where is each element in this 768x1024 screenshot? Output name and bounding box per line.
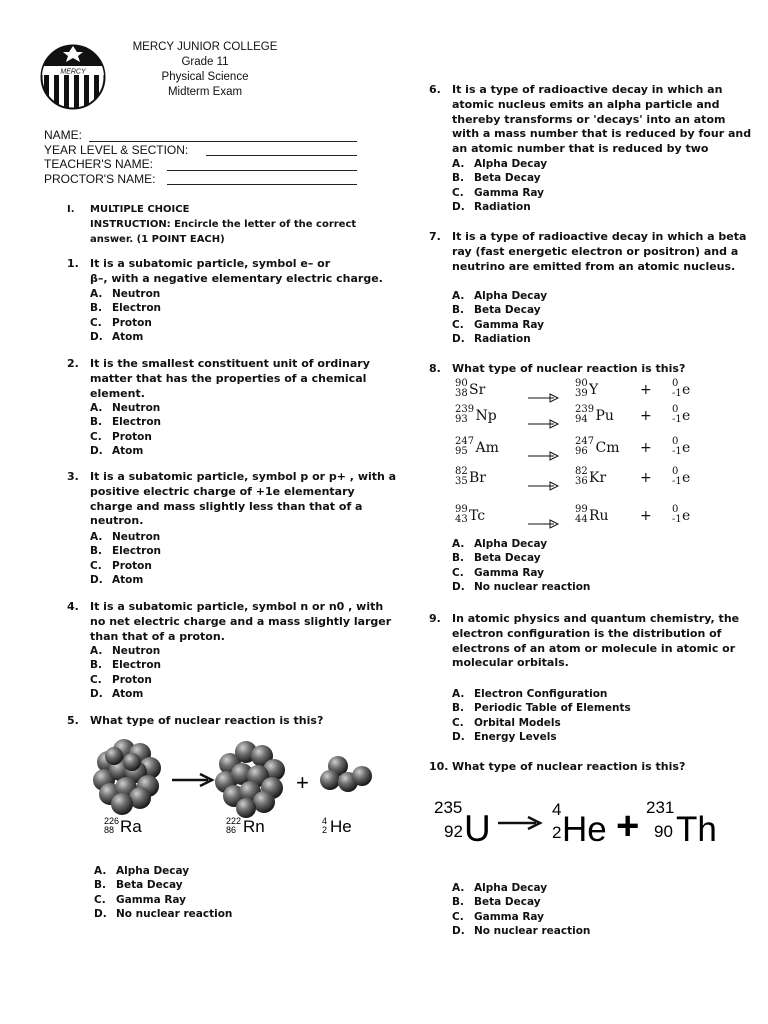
option-text: Beta Decay [474, 172, 541, 185]
option-letter: D. [452, 580, 465, 593]
mass-number: 0 [672, 466, 679, 477]
question-text-line: It is a subatomic particle, symbol e– or [90, 257, 331, 270]
question-6-option-d[interactable] [452, 200, 531, 214]
option-letter: B. [452, 702, 464, 715]
question-1-option-a[interactable] [90, 287, 160, 301]
mass-number: 0 [672, 378, 679, 389]
option-text: Proton [112, 316, 152, 329]
question-text-line: electrons of an atom or molecule in atomic or [452, 641, 736, 655]
q5-rn-symbol: Rn [243, 817, 265, 836]
option-text: Electron [112, 416, 162, 429]
option-letter: D. [90, 444, 103, 457]
question-text-line: β–, with a negative elementary electric charge. [90, 271, 383, 285]
atomic-number: 38 [455, 388, 468, 399]
question-5-option-a[interactable] [94, 864, 189, 878]
question-8-option-d[interactable] [452, 580, 590, 594]
question-7-text [452, 230, 746, 274]
question-7-option-b[interactable] [452, 303, 541, 317]
question-text-line: atomic nucleus emits an alpha particle and [452, 97, 720, 111]
atomic-number: 43 [455, 514, 468, 525]
option-letter: C. [90, 559, 102, 572]
element-symbol: e [682, 382, 691, 398]
question-text-line: It is a subatomic particle, symbol p or p+ , with a [90, 470, 397, 483]
option-letter: B. [452, 896, 464, 909]
option-text: Alpha Decay [474, 538, 548, 550]
question-4-option-a[interactable] [90, 644, 160, 658]
question-1-text [90, 257, 383, 287]
q5-rn-atomic: 86 [226, 825, 237, 835]
option-letter: C. [452, 566, 464, 579]
question-text-line: It is the smallest constituent unit of ordinary [90, 357, 370, 370]
atomic-number: -1 [672, 388, 682, 399]
option-letter: B. [90, 302, 102, 315]
q5-rn-mass: 222 [226, 816, 242, 826]
option-letter: B. [90, 545, 102, 558]
element-symbol: Pu [595, 408, 614, 424]
option-text: Electron [112, 302, 162, 315]
question-6-option-b[interactable] [452, 171, 541, 185]
question-10-text [452, 760, 685, 775]
option-text: Atom [112, 444, 144, 457]
name-label: NAME: [44, 128, 83, 142]
q5-he-symbol: He [330, 817, 352, 836]
reaction-arrow-icon [172, 774, 212, 786]
question-9-number: 9. [429, 612, 441, 625]
option-letter: B. [452, 552, 464, 565]
question-1-option-d[interactable] [90, 330, 143, 344]
question-3-option-a[interactable] [90, 530, 160, 544]
option-text: Gamma Ray [116, 893, 187, 906]
question-6-option-a[interactable] [452, 157, 547, 171]
option-letter: D. [94, 907, 107, 920]
mass-number: 82 [455, 466, 468, 477]
option-letter: A. [452, 158, 465, 170]
mass-number: 90 [575, 378, 588, 389]
option-letter: C. [90, 430, 102, 443]
question-4-option-c[interactable] [90, 673, 152, 687]
option-letter: A. [90, 402, 103, 414]
mass-number: 82 [575, 466, 588, 477]
option-text: Beta Decay [116, 879, 183, 892]
question-text-line: neutrino are emitted from an atomic nucleus. [452, 259, 736, 273]
reaction-arrow-icon [528, 446, 558, 456]
option-text: Energy Levels [474, 730, 557, 743]
reaction-arrow-icon [528, 414, 558, 424]
option-letter: C. [94, 893, 106, 906]
grade-level: Grade 11 [181, 56, 229, 68]
q10-he-symbol: He [562, 810, 607, 849]
q10-he-mass: 4 [552, 800, 562, 819]
question-7-number: 7. [429, 230, 441, 243]
option-letter: B. [90, 659, 102, 672]
question-8-option-c[interactable] [452, 566, 544, 580]
question-10-option-c[interactable] [452, 910, 544, 924]
question-text-line: It is a type of radioactive decay in which an [452, 83, 723, 96]
q5-ra-mass: 226 [104, 816, 120, 826]
q5-reaction-figure [92, 732, 382, 840]
radon-nucleus-icon [215, 741, 285, 818]
question-8-option-b[interactable] [452, 551, 541, 565]
q8-row-3-plus: + [640, 440, 652, 456]
question-text-line: positive electric charge of +1e elementary [90, 484, 355, 498]
question-9-option-c[interactable] [452, 716, 561, 730]
q10-he-atomic: 2 [552, 823, 562, 842]
question-7-option-a[interactable] [452, 289, 547, 303]
option-text: Atom [112, 573, 144, 586]
reaction-arrow-icon [528, 388, 558, 398]
element-symbol: e [682, 470, 691, 486]
option-text: Gamma Ray [474, 910, 545, 923]
option-letter: C. [452, 716, 464, 729]
option-letter: D. [90, 573, 103, 586]
mass-number: 0 [672, 504, 679, 515]
element-symbol: e [682, 508, 691, 524]
element-symbol: Ru [589, 508, 609, 524]
atomic-number: 95 [455, 446, 468, 457]
q10-u-atomic: 92 [444, 822, 463, 841]
option-letter: C. [452, 318, 464, 331]
mass-number: 239 [575, 404, 595, 415]
atomic-number: 36 [575, 476, 588, 487]
option-letter: B. [452, 172, 464, 185]
mass-number: 99 [455, 504, 468, 515]
q10-plus: + [616, 804, 640, 848]
option-text: Atom [112, 330, 144, 343]
question-2-option-b[interactable] [90, 415, 161, 429]
atomic-number: -1 [672, 446, 682, 457]
question-text-line: In atomic physics and quantum chemistry, the [452, 612, 740, 625]
option-letter: A. [452, 882, 465, 894]
option-text: Alpha Decay [116, 865, 190, 877]
question-10-option-a[interactable] [452, 881, 547, 895]
question-10-number: 10. [429, 760, 449, 773]
question-3-option-d[interactable] [90, 573, 143, 587]
question-5-number: 5. [67, 714, 79, 727]
question-text-line: with a mass number that is reduced by four and [452, 127, 752, 141]
exam-title: Midterm Exam [167, 86, 243, 98]
option-letter: C. [90, 673, 102, 686]
option-letter: C. [452, 186, 464, 199]
atomic-number: -1 [672, 414, 682, 425]
question-4-text [90, 600, 391, 644]
option-text: Neutron [112, 288, 161, 300]
instruction-line-1: INSTRUCTION: Encircle the letter of the correct [90, 219, 357, 230]
name-field[interactable] [89, 141, 357, 142]
mass-number: 0 [672, 436, 679, 447]
question-text-line: than that of a proton. [90, 629, 225, 643]
option-letter: C. [90, 316, 102, 329]
question-10-option-d[interactable] [452, 924, 590, 938]
element-symbol: Sr [469, 382, 486, 398]
q5-ra-atomic: 88 [104, 825, 115, 835]
subject-name: Physical Science [161, 71, 249, 83]
option-text: Gamma Ray [474, 318, 545, 331]
option-letter: D. [90, 687, 103, 700]
question-3-option-c[interactable] [90, 559, 152, 573]
mass-number: 90 [455, 378, 468, 389]
section-number: I. [67, 204, 75, 215]
option-text: Beta Decay [474, 896, 541, 909]
question-text-line: What type of nuclear reaction is this? [452, 760, 686, 773]
question-5-option-b[interactable] [94, 878, 183, 892]
element-symbol: Kr [589, 470, 607, 486]
option-text: Gamma Ray [474, 186, 545, 199]
question-text-line: matter that has the properties of a chemical [90, 371, 367, 385]
proctor-name-label: PROCTOR'S NAME: [44, 172, 156, 186]
school-logo [40, 42, 106, 112]
question-text-line: neutron. [90, 514, 144, 528]
question-5-option-d[interactable] [94, 907, 232, 921]
question-5-text [90, 714, 323, 729]
radium-nucleus-icon [93, 739, 161, 815]
option-text: Electron [112, 545, 162, 558]
question-text-line: charge and mass slightly less than that of a [90, 499, 363, 513]
proctor-name-field[interactable] [167, 184, 357, 185]
atomic-number: 44 [575, 514, 588, 525]
option-letter: A. [452, 290, 465, 302]
element-symbol: e [682, 408, 691, 424]
question-text-line: electron configuration is the distribution of [452, 626, 722, 640]
q5-he-atomic: 2 [322, 825, 328, 835]
q8-row-1-plus: + [640, 382, 652, 398]
mass-number: 247 [575, 436, 595, 447]
element-symbol: Y [589, 382, 599, 398]
q10-th-mass: 231 [646, 798, 675, 817]
option-text: Gamma Ray [474, 566, 545, 579]
option-text: Beta Decay [474, 552, 541, 565]
option-letter: B. [94, 879, 106, 892]
year-level-label: YEAR LEVEL & SECTION: [44, 143, 189, 157]
option-text: Proton [112, 430, 152, 443]
option-text: Beta Decay [474, 304, 541, 317]
element-symbol: Am [475, 440, 499, 456]
option-letter: A. [90, 645, 103, 657]
question-7-option-d[interactable] [452, 332, 531, 346]
question-text-line: ray (fast energetic electron or positron) and a [452, 244, 739, 258]
option-letter: D. [452, 200, 465, 213]
element-symbol: e [682, 440, 691, 456]
mass-number: 239 [455, 404, 475, 415]
question-5-option-c[interactable] [94, 893, 186, 907]
q5-he-mass: 4 [322, 816, 328, 826]
question-6-number: 6. [429, 83, 441, 96]
option-letter: D. [452, 730, 465, 743]
option-letter: A. [452, 688, 465, 700]
question-8-text [452, 362, 685, 377]
option-text: Orbital Models [474, 716, 561, 729]
year-level-field[interactable] [206, 155, 357, 156]
school-name: MERCY JUNIOR COLLEGE [132, 41, 278, 53]
question-4-option-d[interactable] [90, 687, 143, 701]
mass-number: 247 [455, 436, 475, 447]
mass-number: 0 [672, 404, 679, 415]
q5-reaction-svg [92, 732, 382, 840]
q5-plus: + [296, 770, 309, 795]
q10-th-atomic: 90 [654, 822, 673, 841]
question-2-number: 2. [67, 357, 79, 370]
question-text-line: It is a subatomic particle, symbol n or n0 , with [90, 600, 384, 613]
question-9-option-a[interactable] [452, 687, 607, 701]
q10-reaction-svg [432, 793, 722, 851]
element-symbol: Tc [469, 508, 486, 524]
question-10-option-b[interactable] [452, 895, 541, 909]
question-3-text [90, 470, 396, 529]
question-7-option-c[interactable] [452, 318, 544, 332]
reaction-arrow-icon [528, 476, 558, 486]
option-text: Atom [112, 687, 144, 700]
option-text: No nuclear reaction [116, 907, 233, 920]
q5-ra-symbol: Ra [120, 817, 142, 836]
question-2-option-c[interactable] [90, 430, 152, 444]
option-letter: B. [90, 416, 102, 429]
option-text: Proton [112, 673, 152, 686]
atomic-number: 93 [455, 414, 468, 425]
question-4-number: 4. [67, 600, 79, 613]
option-letter: A. [452, 538, 465, 550]
option-letter: B. [452, 304, 464, 317]
q10-th-symbol: Th [676, 810, 717, 849]
section-title: MULTIPLE CHOICE [90, 204, 190, 215]
question-text-line: thereby transforms or 'decays' into an atom [452, 112, 726, 126]
instruction-line-2: answer. (1 POINT EACH) [90, 234, 225, 245]
option-text: Neutron [112, 531, 161, 543]
mercy-seal-icon [40, 42, 106, 112]
option-text: Neutron [112, 645, 161, 657]
question-1-option-c[interactable] [90, 316, 152, 330]
option-text: Electron [112, 659, 162, 672]
teacher-name-label: TEACHER'S NAME: [44, 157, 153, 171]
option-letter: C. [452, 910, 464, 923]
option-letter: D. [452, 332, 465, 345]
exam-header [110, 40, 300, 100]
option-text: Electron Configuration [474, 688, 608, 700]
reaction-arrow-icon [528, 514, 558, 524]
question-9-option-d[interactable] [452, 730, 557, 744]
question-2-option-d[interactable] [90, 444, 143, 458]
atomic-number: -1 [672, 514, 682, 525]
question-6-text [452, 83, 751, 157]
option-text: Periodic Table of Elements [474, 702, 631, 715]
option-letter: A. [90, 288, 103, 300]
question-6-option-c[interactable] [452, 186, 544, 200]
helium-nucleus-icon [320, 756, 372, 792]
element-symbol: Cm [595, 440, 620, 456]
question-text-line: molecular orbitals. [452, 656, 569, 670]
question-text-line: What type of nuclear reaction is this? [452, 362, 686, 375]
q10-reaction-figure [432, 793, 722, 851]
question-text-line: element. [90, 386, 145, 400]
element-symbol: Np [475, 408, 497, 424]
option-text: Radiation [474, 200, 531, 213]
option-text: No nuclear reaction [474, 924, 591, 937]
question-2-option-a[interactable] [90, 401, 160, 415]
logo-text: MERCY [60, 68, 86, 76]
q8-row-5-plus: + [640, 508, 652, 524]
question-text-line: no net electric charge and a mass slightly larger [90, 614, 392, 628]
q8-row-4-plus: + [640, 470, 652, 486]
option-letter: A. [94, 865, 107, 877]
teacher-name-field[interactable] [167, 170, 357, 171]
option-letter: D. [452, 924, 465, 937]
question-9-option-b[interactable] [452, 701, 631, 715]
question-8-option-a[interactable] [452, 537, 547, 551]
q8-row-2-plus: + [640, 408, 652, 424]
question-4-option-b[interactable] [90, 658, 161, 672]
question-3-option-b[interactable] [90, 544, 161, 558]
atomic-number: -1 [672, 476, 682, 487]
atomic-number: 35 [455, 476, 468, 487]
element-symbol: Br [469, 470, 486, 486]
option-letter: A. [90, 531, 103, 543]
question-2-text [90, 357, 370, 401]
question-9-text [452, 612, 739, 671]
option-text: Alpha Decay [474, 158, 548, 170]
mass-number: 99 [575, 504, 588, 515]
option-text: Neutron [112, 402, 161, 414]
atomic-number: 96 [575, 446, 588, 457]
atomic-number: 39 [575, 388, 588, 399]
q10-u-mass: 235 [434, 798, 463, 817]
question-1-number: 1. [67, 257, 79, 270]
option-letter: D. [90, 330, 103, 343]
reaction-arrow-icon [498, 817, 540, 829]
question-text-line: an atomic number that is reduced by two [452, 142, 709, 156]
question-text-line: What type of nuclear reaction is this? [90, 714, 324, 727]
option-text: Proton [112, 559, 152, 572]
option-text: Radiation [474, 332, 531, 345]
option-text: Alpha Decay [474, 882, 548, 894]
question-1-option-b[interactable] [90, 301, 161, 315]
question-8-number: 8. [429, 362, 441, 375]
q10-u-symbol: U [464, 808, 491, 849]
option-text: Alpha Decay [474, 290, 548, 302]
question-3-number: 3. [67, 470, 79, 483]
question-text-line: It is a type of radioactive decay in which a beta [452, 230, 747, 243]
atomic-number: 94 [575, 414, 588, 425]
option-text: No nuclear reaction [474, 580, 591, 593]
